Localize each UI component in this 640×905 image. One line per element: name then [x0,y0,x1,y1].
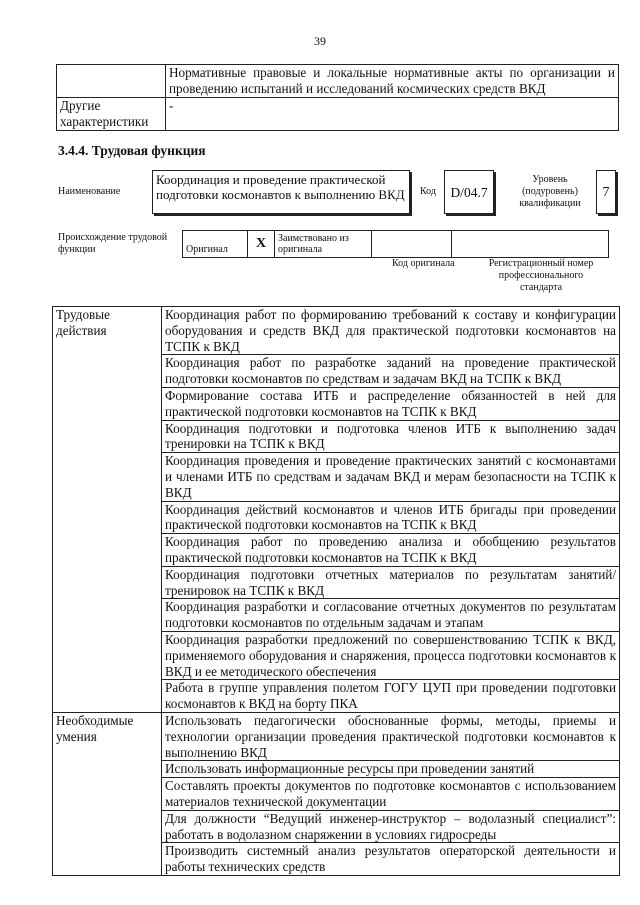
function-code-box: D/04.7 [444,170,494,214]
skill-item: Производить системный анализ результатов операторской деятельности и работы технических средств [162,843,620,876]
reg-number-cell [452,231,609,258]
code-original-cell [372,231,452,258]
labor-action-item: Координация действий космонавтов и членов ИТБ бригады при проведении практической подготовки космонавтов на ТСПК к ВКД [162,501,620,534]
page-number: 39 [314,34,326,48]
labor-action-item: Координация подготовки отчетных материалов по результатам занятий/тренировок на ТСПК к ВКД [162,566,620,599]
origin-table [182,230,609,258]
labor-actions-label: Трудовые действия [53,307,162,713]
labor-action-item: Координация работ по формированию требований к составу и конфигурации оборудования и средств ВКД для практической подготовки космонавтов на ТСПК к ВКД [162,307,620,355]
labor-action-item: Координация разработки предложений по совершенствованию ТСПК к ВКД, применяемого оборудования и снаряжения, процесса подготовки космонавтов к ВКД и ее методического обеспечения [162,631,620,679]
main-table [52,306,620,876]
labor-action-item: Координация проведения и проведение практических занятий с космонавтами и членами ИТБ по средствам и задачам ВКД и мерам безопасности на ТСПК к ВКД [162,453,620,501]
level-box: 7 [596,170,616,214]
other-characteristics-label: Другие характеристики [57,98,166,131]
origin-label: Происхождение трудовой функции [58,232,168,255]
code-label: Код [420,186,436,197]
other-characteristics-value: - [166,98,619,131]
original-mark: X [248,231,275,258]
skill-item: Для должности “Ведущий инженер-инструктор – водолазный специалист”: работать в водолазном снаряжении в условиях гидросреды [162,810,620,843]
skill-item: Использовать информационные ресурсы при проведении занятий [162,761,620,778]
section-heading: 3.4.4. Трудовая функция [58,143,206,158]
reg-number-label: Регистрационный номер профессионального стандарта [488,258,594,293]
labor-action-item: Координация подготовки и подготовка членов ИТБ к выполнению задач тренировки на ТСПК к ВКД [162,420,620,453]
top-table-empty-cell [57,65,166,98]
skill-item: Использовать педагогически обоснованные формы, методы, приемы и технологии организации проведения практической подготовки космонавтов к выполнению ВКД [162,712,620,760]
labor-action-item: Работа в группе управления полетом ГОГУ ЦУП при проведении подготовки космонавтов к ВКД на борту ПКА [162,680,620,713]
code-original-label: Код оригинала [392,258,455,269]
top-table [56,64,619,131]
name-label: Наименование [58,186,121,197]
labor-action-item: Формирование состава ИТБ и распределение обязанностей в ней для практической подготовки космонавтов на ТСПК к ВКД [162,387,620,420]
normative-acts-cell: Нормативные правовые и локальные нормативные акты по организации и проведению испытаний и исследований космических средств ВКД [166,65,619,98]
function-name-box: Координация и проведение практической подготовки космонавтов к выполнению ВКД [152,170,410,214]
labor-action-item: Координация работ по разработке заданий на проведение практической подготовки космонавтов по средствам и задачам ВКД на ТСПК к ВКД [162,355,620,388]
level-label: Уровень (подуровень) квалификации [519,174,581,209]
skill-item: Составлять проекты документов по подготовке космонавтов с использованием материалов технической документации [162,778,620,811]
labor-action-item: Координация работ по проведению анализа и обобщению результатов практической подготовки космонавтов на ТСПК к ВКД [162,534,620,567]
original-label: Оригинал [183,231,248,258]
borrowed-label: Заимствовано из оригинала [275,231,372,258]
skills-label: Необходимые умения [53,712,162,875]
labor-action-item: Координация разработки и согласование отчетных документов по результатам подготовки космонавтов по отдельным задачам и этапам [162,599,620,632]
